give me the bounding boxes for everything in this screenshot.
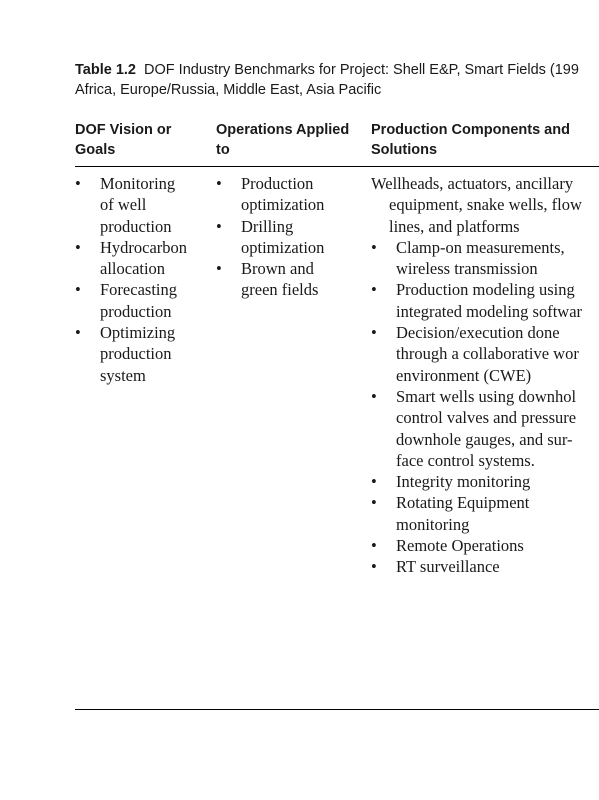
list-item-line: through a collaborative wor (396, 344, 579, 364)
list-item (75, 173, 210, 237)
components-list (371, 237, 599, 578)
list-item (216, 173, 366, 216)
list-item-line: downhole gauges, and sur- (396, 429, 573, 449)
list-item-line: face control systems. (396, 450, 535, 470)
list-item-line: of well (100, 195, 147, 215)
table-caption (75, 60, 599, 100)
list-item-line: • Drilling (241, 216, 294, 236)
list-item-line: • Forecasting (100, 280, 177, 300)
list-item (75, 237, 210, 280)
table-bottom-rule (75, 709, 599, 710)
list-item-line: • Hydrocarbon (100, 237, 188, 257)
header-text: DOF Vision or (75, 122, 172, 138)
list-item-line: wireless transmission (396, 259, 538, 279)
caption-line-1 (75, 60, 599, 80)
header-col3 (371, 120, 570, 160)
list-item (371, 535, 599, 556)
components-lead (371, 173, 599, 237)
list-item (216, 258, 366, 301)
list-item-line: production (100, 301, 172, 321)
list-item-line: green fields (241, 280, 319, 300)
list-item (371, 322, 599, 386)
list-item-line: • Smart wells using downhol (396, 386, 577, 406)
list-item (371, 279, 599, 322)
list-item (75, 322, 210, 386)
header-text: Production Components and (371, 122, 570, 138)
list-item-line: • Production modeling using (396, 280, 575, 300)
list-item-line: production (100, 216, 172, 236)
list-item-line: • Optimizing (100, 323, 176, 343)
lead-line: lines, and platforms (389, 216, 520, 236)
header-text: Solutions (371, 142, 438, 158)
goals-list (75, 173, 210, 386)
lead-line: Wellheads, actuators, ancillary (371, 174, 574, 193)
header-col2 (216, 120, 349, 160)
list-item (371, 556, 599, 577)
list-item (371, 237, 599, 280)
header-col1 (75, 120, 171, 160)
lead-line: equipment, snake wells, flow (389, 195, 582, 215)
header-text: to (216, 142, 230, 158)
list-item-line: production (100, 344, 172, 364)
column-components (371, 173, 599, 578)
operations-list (216, 173, 366, 301)
list-item (371, 471, 599, 492)
list-item (371, 386, 599, 471)
column-vision-goals (75, 173, 210, 386)
list-item-line: • Rotating Equipment (396, 493, 530, 513)
list-item-line: • Production (241, 174, 314, 193)
list-item (216, 216, 366, 259)
list-item-line: system (100, 365, 146, 385)
header-text: Goals (75, 142, 116, 158)
header-text: Operations Applied (216, 122, 350, 138)
list-item (371, 492, 599, 535)
list-item-line: control valves and pressure (396, 408, 577, 428)
list-item-line: • Clamp-on measurements, (396, 237, 565, 257)
list-item-line: • RT surveillance (396, 557, 500, 577)
caption-title: DOF Industry Benchmarks for Project: Shell E&P, Smart Fields (199 (144, 62, 579, 78)
list-item-line: • Decision/execution done (396, 323, 560, 343)
list-item-line: allocation (100, 259, 166, 279)
list-item-line: integrated modeling softwar (396, 301, 583, 321)
list-item-line: • Integrity monitoring (396, 472, 531, 492)
list-item-line: optimization (241, 195, 325, 215)
list-item-line: • Monitoring (100, 174, 176, 193)
table-number: Table 1.2 (75, 62, 136, 78)
list-item-line: • Brown and (241, 259, 314, 279)
list-item-line: • Remote Operations (396, 536, 524, 556)
caption-line-2: Africa, Europe/Russia, Middle East, Asia Pacific (75, 82, 382, 98)
header-rule (75, 166, 599, 167)
list-item-line: optimization (241, 237, 325, 257)
list-item-line: monitoring (396, 514, 470, 534)
list-item-line: environment (CWE) (396, 365, 532, 385)
column-operations (216, 173, 366, 301)
list-item (75, 279, 210, 322)
